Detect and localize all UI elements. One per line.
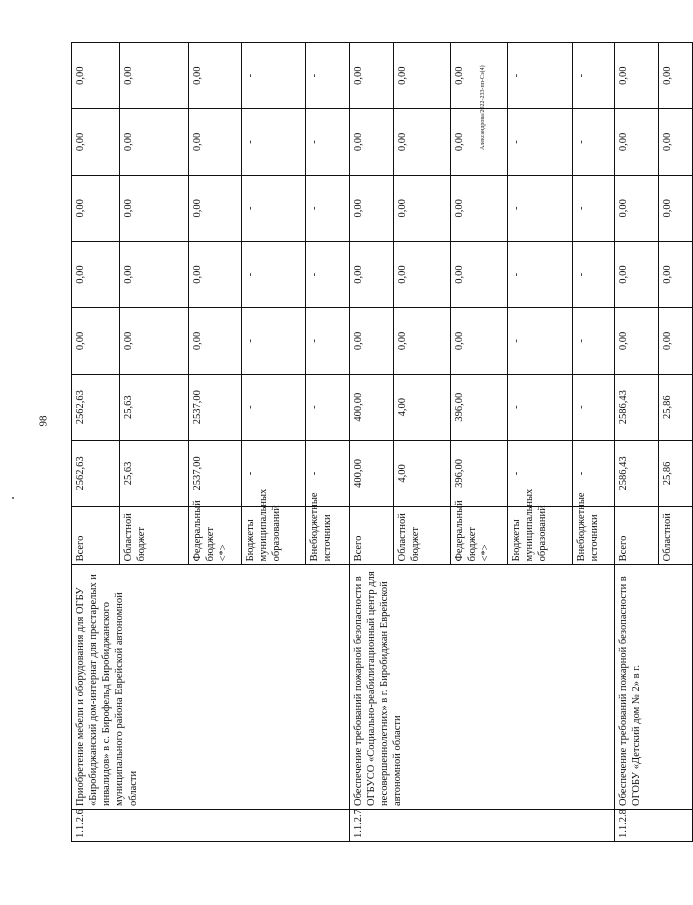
value-cell: 2562,63 xyxy=(72,374,120,440)
value-cell: 0,00 xyxy=(350,241,394,307)
value-cell: 0,00 xyxy=(72,43,120,109)
value-cell: 0,00 xyxy=(451,109,508,175)
source-label: Бюджеты муниципальных образований xyxy=(508,507,573,565)
value-cell: - xyxy=(242,109,306,175)
value-cell: 4,00 xyxy=(394,374,451,440)
value-cell: 0,00 xyxy=(394,175,451,241)
value-cell: - xyxy=(306,109,350,175)
value-cell: 0,00 xyxy=(451,175,508,241)
value-cell: 25,63 xyxy=(120,374,189,440)
value-cell: 25,86 xyxy=(659,374,693,440)
row-code: 1.1.2.7 xyxy=(350,810,615,842)
table-row xyxy=(72,43,120,842)
value-cell: - xyxy=(573,374,615,440)
value-cell: - xyxy=(573,43,615,109)
source-label: Федеральный бюджет <*> xyxy=(189,507,242,565)
source-label: Областной xyxy=(659,507,693,565)
source-label: Федеральный бюджет <*> xyxy=(451,507,508,565)
source-label: Областной бюджет xyxy=(120,507,189,565)
page-number: 98 xyxy=(37,415,50,427)
value-cell: - xyxy=(306,175,350,241)
value-cell: - xyxy=(573,109,615,175)
source-label: Внебюджетные источники xyxy=(306,507,350,565)
row-name: Обеспечение требований пожарной безопасности в ОГОБУ «Детский дом № 2» в г. xyxy=(615,565,693,810)
value-cell: - xyxy=(573,440,615,506)
value-cell: 0,00 xyxy=(451,43,508,109)
row-name: Приобретение мебели и оборудования для ОГБУ «Биробиджанский дом-интернат для престарелых и инвалидов» в с. Бирофельд Биробиджанского муниципального района Еврейской автономной области xyxy=(72,565,350,810)
value-cell: 25,63 xyxy=(120,440,189,506)
value-cell: 0,00 xyxy=(72,175,120,241)
value-cell: 2537,00 xyxy=(189,374,242,440)
row-name: Обеспечение требований пожарной безопасности в ОГБУСО «Социально-реабилитационный центр для несовершеннолетних» в г. Биробиджан Еврейской автономной области xyxy=(350,565,615,810)
budget-table xyxy=(71,42,693,842)
source-label: Внебюджетные источники xyxy=(573,507,615,565)
value-cell: 2562,63 xyxy=(72,440,120,506)
value-cell: - xyxy=(242,175,306,241)
value-cell: 0,00 xyxy=(451,308,508,374)
value-cell: 0,00 xyxy=(451,241,508,307)
value-cell: 0,00 xyxy=(72,308,120,374)
value-cell: 0,00 xyxy=(615,175,659,241)
value-cell: 0,00 xyxy=(189,241,242,307)
value-cell: 0,00 xyxy=(120,241,189,307)
value-cell: - xyxy=(508,440,573,506)
value-cell: 0,00 xyxy=(189,175,242,241)
footer-code: Александрова/2022-233-пп-Сэ(4) xyxy=(480,65,486,150)
value-cell: 2586,43 xyxy=(615,440,659,506)
value-cell: 0,00 xyxy=(189,308,242,374)
value-cell: 0,00 xyxy=(615,308,659,374)
value-cell: 0,00 xyxy=(615,241,659,307)
value-cell: 0,00 xyxy=(120,109,189,175)
value-cell: 400,00 xyxy=(350,440,394,506)
table-row xyxy=(350,43,394,842)
value-cell: 0,00 xyxy=(350,175,394,241)
value-cell: - xyxy=(306,308,350,374)
value-cell: 0,00 xyxy=(120,308,189,374)
value-cell: - xyxy=(573,308,615,374)
source-label: Всего xyxy=(615,507,659,565)
value-cell: 400,00 xyxy=(350,374,394,440)
value-cell: - xyxy=(573,241,615,307)
value-cell: 396,00 xyxy=(451,374,508,440)
source-label: Бюджеты муниципальных образований xyxy=(242,507,306,565)
value-cell: 0,00 xyxy=(72,241,120,307)
value-cell: - xyxy=(508,241,573,307)
value-cell: - xyxy=(508,109,573,175)
value-cell: 0,00 xyxy=(394,43,451,109)
value-cell: 0,00 xyxy=(659,308,693,374)
value-cell: 0,00 xyxy=(659,43,693,109)
value-cell: - xyxy=(242,308,306,374)
value-cell: 0,00 xyxy=(120,43,189,109)
value-cell: 0,00 xyxy=(394,241,451,307)
value-cell: 0,00 xyxy=(659,109,693,175)
value-cell: 0,00 xyxy=(615,109,659,175)
value-cell: 0,00 xyxy=(394,109,451,175)
value-cell: 0,00 xyxy=(615,43,659,109)
table-row xyxy=(615,43,659,842)
value-cell: 396,00 xyxy=(451,440,508,506)
value-cell: - xyxy=(508,374,573,440)
value-cell: - xyxy=(306,241,350,307)
value-cell: 0,00 xyxy=(659,175,693,241)
row-code: 1.1.2.8 xyxy=(615,810,693,842)
value-cell: 2586,43 xyxy=(615,374,659,440)
value-cell: - xyxy=(508,175,573,241)
value-cell: - xyxy=(242,43,306,109)
value-cell: 0,00 xyxy=(350,308,394,374)
value-cell: - xyxy=(573,175,615,241)
value-cell: - xyxy=(306,43,350,109)
source-label: Всего xyxy=(350,507,394,565)
value-cell: 0,00 xyxy=(189,43,242,109)
value-cell: 0,00 xyxy=(394,308,451,374)
value-cell: 0,00 xyxy=(659,241,693,307)
value-cell: - xyxy=(242,374,306,440)
value-cell: 25,86 xyxy=(659,440,693,506)
value-cell: - xyxy=(242,440,306,506)
value-cell: - xyxy=(306,374,350,440)
value-cell: - xyxy=(306,440,350,506)
value-cell: - xyxy=(242,241,306,307)
source-label: Всего xyxy=(72,507,120,565)
row-code: 1.1.2.6 xyxy=(72,810,350,842)
value-cell: 0,00 xyxy=(72,109,120,175)
value-cell: 2537,00 xyxy=(189,440,242,506)
source-label: Областной бюджет xyxy=(394,507,451,565)
value-cell: 0,00 xyxy=(350,109,394,175)
value-cell: 4,00 xyxy=(394,440,451,506)
rotated-table-wrapper xyxy=(71,42,673,842)
value-cell: 0,00 xyxy=(189,109,242,175)
value-cell: 0,00 xyxy=(120,175,189,241)
value-cell: - xyxy=(508,308,573,374)
value-cell: - xyxy=(508,43,573,109)
scan-dot xyxy=(12,497,14,499)
value-cell: 0,00 xyxy=(350,43,394,109)
